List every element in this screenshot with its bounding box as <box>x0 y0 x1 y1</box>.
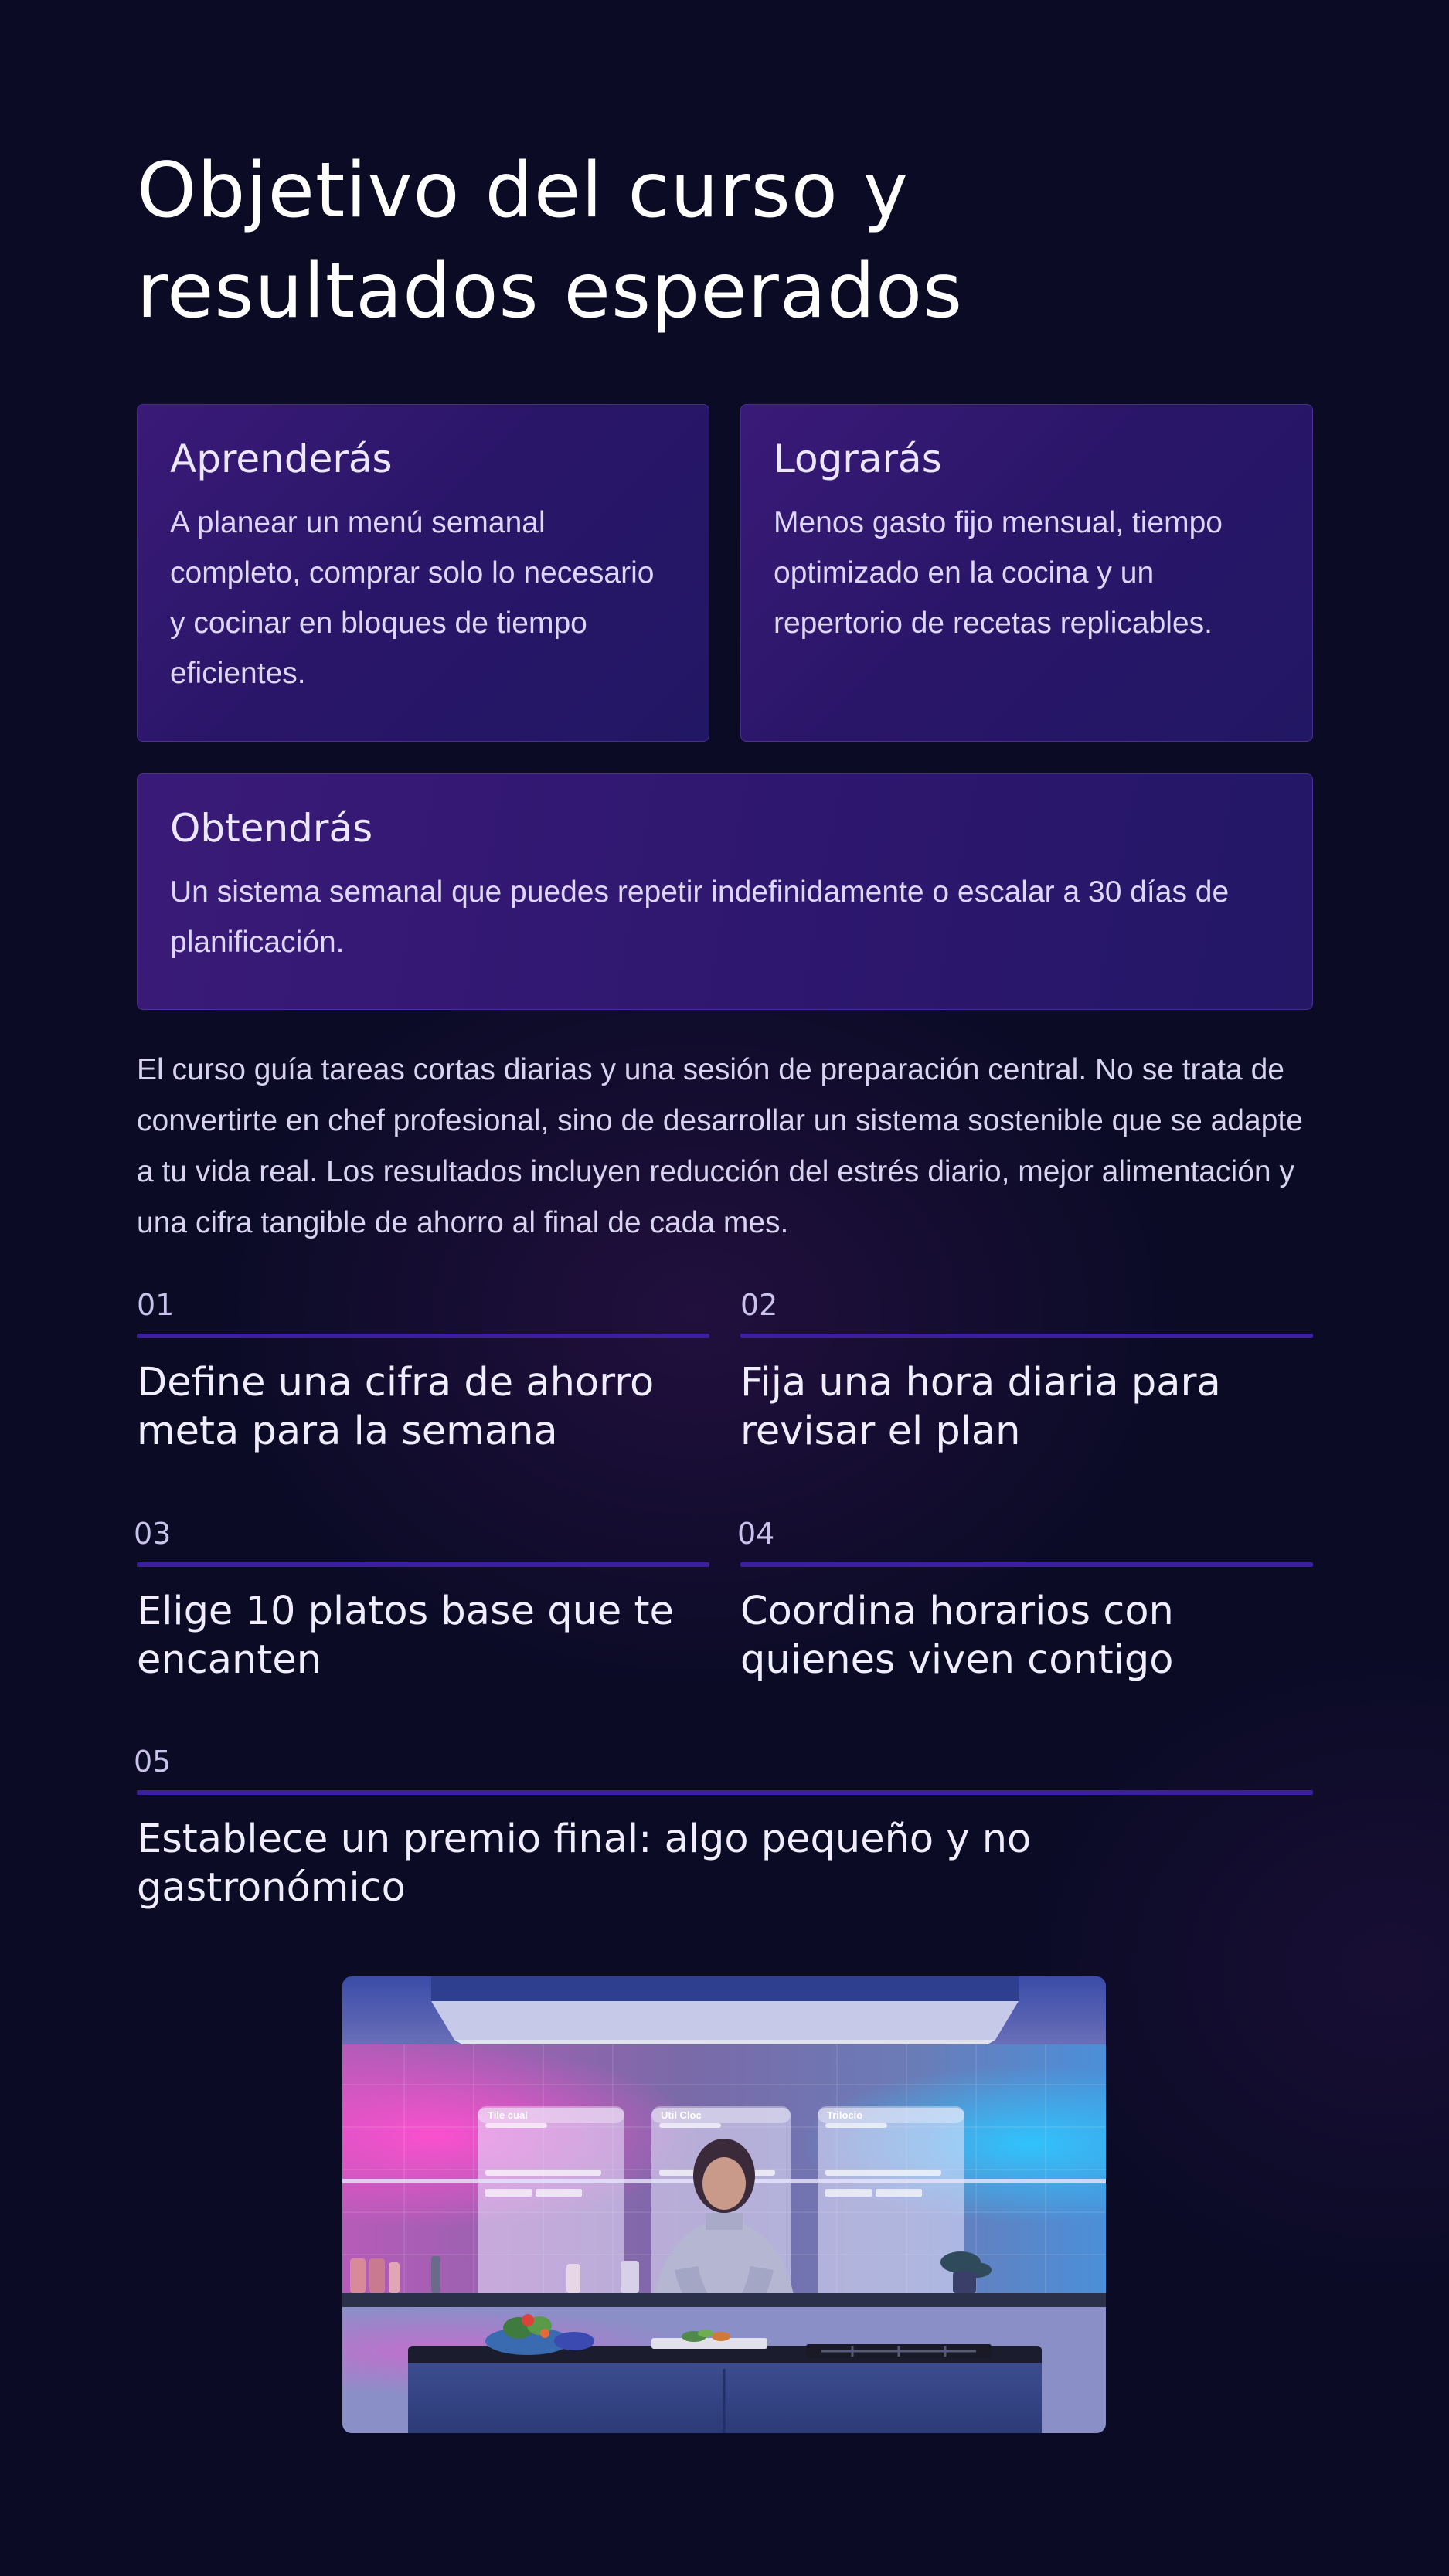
card-title: Lograrás <box>774 437 942 481</box>
page-title <box>137 141 1296 342</box>
step-text: Establece un premio final: algo pequeño y no gastronómico <box>137 1816 1032 1911</box>
card-title: Aprenderás <box>170 437 393 481</box>
step-text: Coordina horarios con quienes viven contigo <box>740 1589 1174 1683</box>
step-text: Define una cifra de ahorro meta para la semana <box>137 1360 655 1454</box>
step-divider <box>137 1334 709 1338</box>
kitchen-illustration <box>342 1976 1106 2433</box>
step-divider <box>740 1334 1313 1338</box>
step-number: 01 <box>137 1288 175 1322</box>
step-number: 05 <box>134 1745 172 1779</box>
step-divider <box>740 1562 1313 1567</box>
card-obtendras <box>137 773 1313 1010</box>
step-text: Elige 10 platos base que te encanten <box>137 1589 674 1683</box>
step-01 <box>137 1287 709 1473</box>
card-lograras <box>740 404 1313 742</box>
intro-paragraph: El curso guía tareas cortas diarias y una sesión de preparación central. No se trata de convertirte en chef profesional, sino de desarrollar un sistema sostenible que se adapte a tu vida real. Los resultados incluyen reducción del estrés diario, mejor alimentación y una cifra tangible de ahorro al final de cada mes. <box>137 1053 1303 1239</box>
step-divider <box>137 1562 709 1567</box>
step-text: Fija una hora diaria para revisar el plan <box>740 1360 1221 1454</box>
step-number: 02 <box>740 1288 778 1322</box>
panel-label-2: Util Cloc <box>661 2109 702 2121</box>
step-04 <box>737 1516 1313 1701</box>
panel-label-1: Tile cual <box>488 2109 528 2121</box>
card-text: A planear un menú semanal completo, comprar solo lo necesario y cocinar en bloques de tiempo eficientes. <box>170 506 655 690</box>
card-text: Menos gasto fijo mensual, tiempo optimizado en la cocina y un repertorio de recetas replicables. <box>774 506 1223 640</box>
kitchen-image <box>342 1976 1106 2433</box>
step-number: 04 <box>737 1517 775 1551</box>
step-03 <box>134 1516 709 1701</box>
step-divider <box>137 1790 1313 1795</box>
card-text: Un sistema semanal que puedes repetir indefinidamente o escalar a 30 días de planificación. <box>170 875 1230 959</box>
panel-label-3: Trilocio <box>827 2109 863 2121</box>
card-aprenderas <box>137 404 709 742</box>
step-02 <box>740 1287 1313 1473</box>
page-title-line-1: Objetivo del curso y <box>137 147 909 235</box>
card-title: Obtendrás <box>170 806 373 851</box>
step-05 <box>134 1744 1313 1929</box>
page-title-line-2: resultados esperados <box>137 247 964 335</box>
step-number: 03 <box>134 1517 172 1551</box>
